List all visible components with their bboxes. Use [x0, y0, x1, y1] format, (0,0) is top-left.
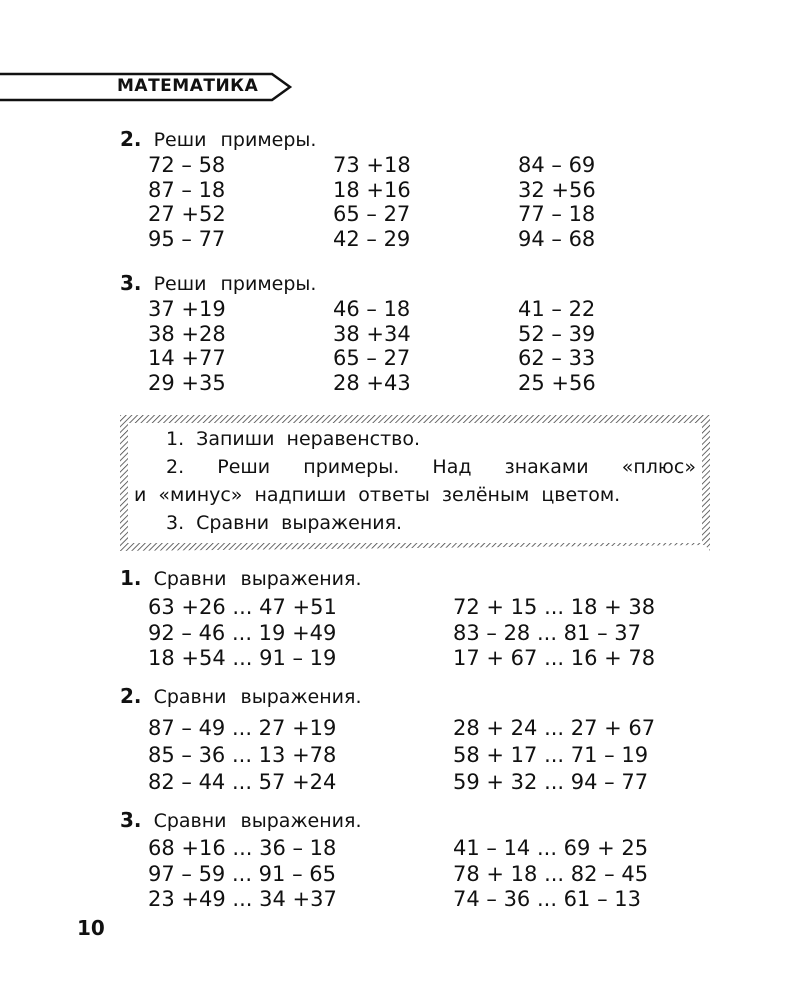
example: 37 +19 [148, 297, 226, 321]
exercise-number: 2. [120, 127, 142, 151]
example: 77 – 18 [518, 202, 596, 226]
example: 32 +56 [518, 177, 596, 202]
example: 14 +77 [148, 346, 226, 370]
comparison: 23 +49 ... 34 +37 [148, 887, 337, 911]
examples-row [148, 370, 596, 396]
examples-row [148, 153, 596, 178]
compare-exercise-1 [120, 566, 656, 672]
comparison: 28 + 24 ... 27 + 67 [453, 716, 656, 740]
exercise-heading [120, 566, 362, 590]
comparison: 85 – 36 ... 13 +78 [148, 743, 337, 767]
comparison-row [148, 595, 656, 621]
example: 87 – 18 [148, 177, 226, 202]
comparison: 59 + 32 ... 94 – 77 [453, 770, 649, 794]
example: 62 – 33 [518, 346, 596, 370]
comparison: 41 – 14 ... 69 + 25 [453, 836, 649, 860]
comparison-row [148, 770, 649, 797]
exercise-heading [120, 271, 316, 295]
comparison: 74 – 36 ... 61 – 13 [453, 887, 641, 911]
example: 38 +28 [148, 321, 226, 346]
example: 41 – 22 [518, 297, 596, 321]
comparison-row [148, 861, 649, 888]
comparison: 72 + 15 ... 18 + 38 [453, 595, 656, 619]
exercise-2 [120, 127, 596, 251]
examples-row [148, 321, 596, 347]
examples-grid [148, 297, 596, 395]
comparison: 82 – 44 ... 57 +24 [148, 770, 337, 794]
exercise-heading [120, 684, 362, 708]
example: 29 +35 [148, 370, 226, 395]
exercise-heading [120, 127, 316, 151]
exercise-number: 3. [120, 271, 142, 295]
examples-row [148, 226, 596, 252]
exercise-title: Сравни выражения. [153, 686, 362, 708]
example: 65 – 27 [333, 346, 411, 370]
compare-exercise-2 [120, 684, 656, 797]
exercise-number: 2. [120, 684, 142, 708]
exercise-title: Реши примеры. [153, 129, 317, 151]
exercise-3 [120, 271, 596, 395]
page-number: 10 [77, 916, 105, 940]
header-title: МАТЕМАТИКА [117, 76, 259, 96]
example: 95 – 77 [148, 226, 226, 251]
exercise-title: Сравни выражения. [153, 568, 362, 590]
comparison-grid [148, 836, 649, 913]
exercise-title: Реши примеры. [153, 273, 317, 295]
examples-row [148, 202, 596, 227]
example: 84 – 69 [518, 153, 596, 177]
examples-row [148, 346, 596, 371]
comparison: 63 +26 ... 47 +51 [148, 595, 337, 619]
comparison-grid [148, 716, 656, 797]
note-line: 2. Реши примеры. Над знаками «плюс» [166, 456, 696, 478]
comparison: 18 +54 ... 91 – 19 [148, 646, 337, 670]
examples-row [148, 177, 596, 203]
comparison: 17 + 67 ... 16 + 78 [453, 646, 656, 670]
example: 18 +16 [333, 177, 411, 202]
comparison: 92 – 46 ... 19 +49 [148, 620, 337, 645]
compare-exercise-3 [120, 808, 649, 913]
exercise-title: Сравни выражения. [153, 810, 362, 832]
comparison-row [148, 887, 641, 913]
comparison: 83 – 28 ... 81 – 37 [453, 620, 641, 645]
example: 42 – 29 [333, 226, 411, 251]
note-line: 3. Сравни выражения. [166, 512, 403, 534]
comparison-row [148, 620, 641, 647]
comparison-row [148, 646, 656, 672]
example: 28 +43 [333, 370, 411, 395]
examples-grid [148, 153, 596, 251]
exercise-heading [120, 808, 362, 832]
comparison-row [148, 836, 649, 862]
example: 38 +34 [333, 321, 411, 346]
examples-row [148, 297, 596, 322]
note-line: 1. Запиши неравенство. [166, 428, 421, 450]
example: 72 – 58 [148, 153, 226, 177]
exercise-number: 3. [120, 808, 142, 832]
comparison-grid [148, 595, 656, 672]
example: 27 +52 [148, 202, 226, 226]
example: 46 – 18 [333, 297, 411, 321]
example: 73 +18 [333, 153, 411, 177]
instruction-note [120, 415, 710, 551]
comparison-row [148, 743, 649, 770]
comparison-row [148, 716, 656, 743]
note-line: и «минус» надпиши ответы зелёным цветом. [134, 484, 621, 506]
exercise-number: 1. [120, 566, 142, 590]
example: 94 – 68 [518, 226, 596, 251]
comparison: 97 – 59 ... 91 – 65 [148, 861, 336, 886]
note-text [134, 425, 696, 537]
example: 25 +56 [518, 370, 596, 395]
comparison: 68 +16 ... 36 – 18 [148, 836, 337, 860]
comparison: 78 + 18 ... 82 – 45 [453, 861, 649, 886]
example: 52 – 39 [518, 321, 596, 346]
comparison: 87 – 49 ... 27 +19 [148, 716, 337, 740]
example: 65 – 27 [333, 202, 411, 226]
comparison: 58 + 17 ... 71 – 19 [453, 743, 649, 767]
